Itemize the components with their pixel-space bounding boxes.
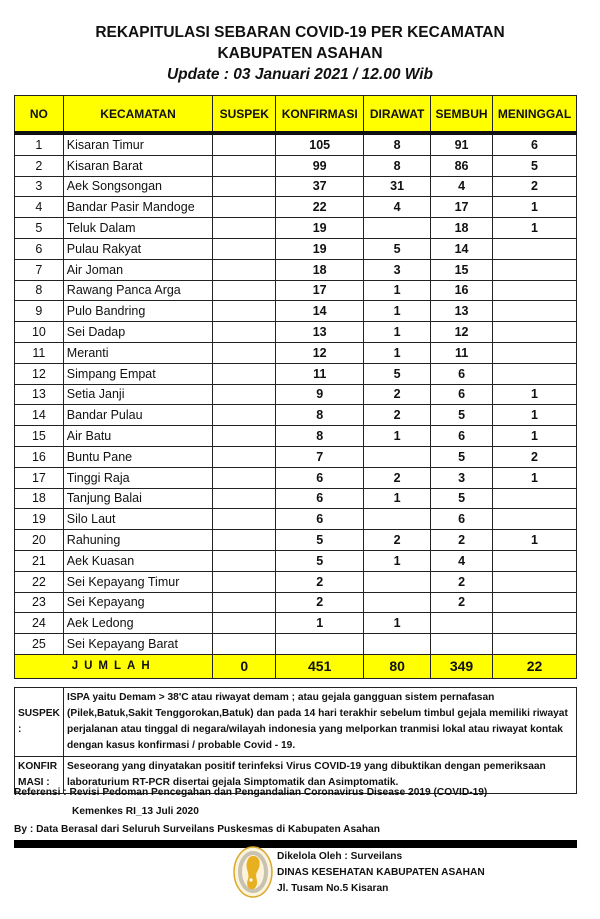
covid-recap-table: [14, 95, 577, 679]
kecamatan-name: Air Joman: [63, 259, 213, 280]
reference-line: Referensi : Revisi Pedoman Pencegahan dan Pengandalian Coronavirus Disease 2019 (COVID-19): [14, 787, 488, 798]
kecamatan-name: Setia Janji: [63, 384, 213, 405]
konfirmasi-count: 17: [276, 280, 364, 301]
table-row: [15, 592, 577, 613]
suspek-count: [213, 384, 276, 405]
table-row: [15, 634, 577, 655]
konfirmasi-count: 11: [276, 363, 364, 384]
konfirmasi-count: 1: [276, 613, 364, 634]
dirawat-count: [364, 509, 431, 530]
sembuh-count: 5: [431, 405, 493, 426]
sembuh-count: 2: [431, 592, 493, 613]
row-number: 24: [15, 613, 64, 634]
sembuh-count: 2: [431, 571, 493, 592]
sembuh-count: 13: [431, 301, 493, 322]
meninggal-count: 1: [493, 467, 577, 488]
dirawat-count: 4: [364, 197, 431, 218]
meninggal-count: 1: [493, 530, 577, 551]
meninggal-count: 1: [493, 197, 577, 218]
kecamatan-name: Simpang Empat: [63, 363, 213, 384]
definition-term: KONFIR MASI :: [15, 757, 64, 794]
managed-by: Dikelola Oleh : Surveilans: [277, 851, 403, 862]
col-header-konfirmasi: KONFIRMASI: [276, 96, 364, 134]
table-row: [15, 301, 577, 322]
suspek-count: [213, 176, 276, 197]
dirawat-count: 1: [364, 301, 431, 322]
konfirmasi-count: 8: [276, 405, 364, 426]
dirawat-count: 2: [364, 405, 431, 426]
table-row: [15, 259, 577, 280]
suspek-count: [213, 342, 276, 363]
table-row: [15, 322, 577, 343]
table-row: [15, 280, 577, 301]
sembuh-count: 3: [431, 467, 493, 488]
suspek-count: [213, 634, 276, 655]
kecamatan-name: Bandar Pulau: [63, 405, 213, 426]
meninggal-count: [493, 280, 577, 301]
dirawat-count: [364, 218, 431, 239]
reference-source: Kemenkes RI_13 Juli 2020: [72, 806, 199, 817]
meninggal-count: 1: [493, 405, 577, 426]
konfirmasi-count: 18: [276, 259, 364, 280]
konfirmasi-count: 14: [276, 301, 364, 322]
row-number: 14: [15, 405, 64, 426]
konfirmasi-count: 12: [276, 342, 364, 363]
kecamatan-name: Aek Songsongan: [63, 176, 213, 197]
total-label: JUMLAH: [15, 654, 213, 678]
dirawat-count: 8: [364, 155, 431, 176]
row-number: 19: [15, 509, 64, 530]
dirawat-count: [364, 592, 431, 613]
page-subtitle: KABUPATEN ASAHAN: [217, 45, 383, 62]
row-number: 9: [15, 301, 64, 322]
sembuh-count: 6: [431, 384, 493, 405]
definition-row-suspek: [15, 688, 577, 757]
dirawat-count: 8: [364, 133, 431, 155]
total-row: [15, 654, 577, 678]
row-number: 16: [15, 446, 64, 467]
table-row: [15, 197, 577, 218]
konfirmasi-count: 6: [276, 488, 364, 509]
table-row: [15, 363, 577, 384]
dirawat-count: 5: [364, 238, 431, 259]
table-row: [15, 176, 577, 197]
kecamatan-name: Pulo Bandring: [63, 301, 213, 322]
kecamatan-name: Silo Laut: [63, 509, 213, 530]
dirawat-count: 3: [364, 259, 431, 280]
meninggal-count: [493, 550, 577, 571]
meninggal-count: 1: [493, 426, 577, 447]
sembuh-count: 5: [431, 488, 493, 509]
total-dirawat: 80: [364, 654, 431, 678]
konfirmasi-count: 2: [276, 592, 364, 613]
sembuh-count: 12: [431, 322, 493, 343]
row-number: 13: [15, 384, 64, 405]
col-header-dirawat: DIRAWAT: [364, 96, 431, 134]
konfirmasi-count: 22: [276, 197, 364, 218]
sembuh-count: 6: [431, 509, 493, 530]
row-number: 23: [15, 592, 64, 613]
dirawat-count: 1: [364, 550, 431, 571]
dirawat-count: 1: [364, 613, 431, 634]
kecamatan-name: Buntu Pane: [63, 446, 213, 467]
total-suspek: 0: [213, 654, 276, 678]
konfirmasi-count: 19: [276, 218, 364, 239]
kecamatan-name: Tanjung Balai: [63, 488, 213, 509]
row-number: 12: [15, 363, 64, 384]
meninggal-count: 2: [493, 176, 577, 197]
row-number: 20: [15, 530, 64, 551]
suspek-count: [213, 322, 276, 343]
table-row: [15, 342, 577, 363]
definition-text: Seseorang yang dinyatakan positif terinfeksi Virus COVID-19 yang dibuktikan dengan pemeriksaan laboraturium RT-PCR disertai gejala Simptomatik dan Asimptomatik.: [64, 757, 577, 794]
meninggal-count: [493, 342, 577, 363]
dirawat-count: 1: [364, 342, 431, 363]
suspek-count: [213, 280, 276, 301]
suspek-count: [213, 426, 276, 447]
meninggal-count: [493, 322, 577, 343]
kecamatan-name: Bandar Pasir Mandoge: [63, 197, 213, 218]
meninggal-count: 1: [493, 384, 577, 405]
suspek-count: [213, 133, 276, 155]
suspek-count: [213, 301, 276, 322]
kecamatan-name: Rawang Panca Arga: [63, 280, 213, 301]
kecamatan-name: Meranti: [63, 342, 213, 363]
meninggal-count: [493, 301, 577, 322]
konfirmasi-count: 5: [276, 530, 364, 551]
kecamatan-name: Tinggi Raja: [63, 467, 213, 488]
table-row: [15, 467, 577, 488]
table-row: [15, 571, 577, 592]
sembuh-count: [431, 613, 493, 634]
konfirmasi-count: 99: [276, 155, 364, 176]
table-row: [15, 488, 577, 509]
table-row: [15, 530, 577, 551]
surveilans-emblem-icon: [233, 846, 273, 898]
dirawat-count: 1: [364, 280, 431, 301]
table-row: [15, 384, 577, 405]
suspek-count: [213, 592, 276, 613]
sembuh-count: 11: [431, 342, 493, 363]
kecamatan-name: Sei Kepayang: [63, 592, 213, 613]
sembuh-count: 6: [431, 363, 493, 384]
page-title: REKAPITULASI SEBARAN COVID-19 PER KECAMATAN: [95, 24, 505, 41]
kecamatan-name: Aek Ledong: [63, 613, 213, 634]
total-konfirmasi: 451: [276, 654, 364, 678]
sembuh-count: 14: [431, 238, 493, 259]
sembuh-count: 91: [431, 133, 493, 155]
kecamatan-name: Sei Kepayang Barat: [63, 634, 213, 655]
suspek-count: [213, 446, 276, 467]
table-row: [15, 238, 577, 259]
row-number: 17: [15, 467, 64, 488]
col-header-sembuh: SEMBUH: [431, 96, 493, 134]
kecamatan-name: Kisaran Timur: [63, 133, 213, 155]
meninggal-count: 6: [493, 133, 577, 155]
konfirmasi-count: 8: [276, 426, 364, 447]
table-row: [15, 613, 577, 634]
dirawat-count: [364, 571, 431, 592]
sembuh-count: 15: [431, 259, 493, 280]
table-row: [15, 133, 577, 155]
meninggal-count: 2: [493, 446, 577, 467]
meninggal-count: 1: [493, 218, 577, 239]
meninggal-count: [493, 363, 577, 384]
konfirmasi-count: 37: [276, 176, 364, 197]
suspek-count: [213, 405, 276, 426]
suspek-count: [213, 197, 276, 218]
col-header-no: NO: [15, 96, 64, 134]
dirawat-count: [364, 446, 431, 467]
dirawat-count: 5: [364, 363, 431, 384]
suspek-count: [213, 238, 276, 259]
col-header-meninggal: MENINGGAL: [493, 96, 577, 134]
dirawat-count: 31: [364, 176, 431, 197]
sembuh-count: 6: [431, 426, 493, 447]
row-number: 22: [15, 571, 64, 592]
row-number: 15: [15, 426, 64, 447]
row-number: 6: [15, 238, 64, 259]
kecamatan-name: Aek Kuasan: [63, 550, 213, 571]
konfirmasi-count: 6: [276, 467, 364, 488]
dirawat-count: 2: [364, 467, 431, 488]
sembuh-count: 18: [431, 218, 493, 239]
table-header-row: [15, 96, 577, 134]
meninggal-count: [493, 613, 577, 634]
sembuh-count: 4: [431, 176, 493, 197]
meninggal-count: [493, 634, 577, 655]
konfirmasi-count: 2: [276, 571, 364, 592]
table-row: [15, 446, 577, 467]
meninggal-count: [493, 488, 577, 509]
data-source-note: By : Data Berasal dari Seluruh Surveilans Puskesmas di Kabupaten Asahan: [14, 824, 380, 835]
row-number: 8: [15, 280, 64, 301]
meninggal-count: [493, 509, 577, 530]
konfirmasi-count: 9: [276, 384, 364, 405]
update-timestamp: Update : 03 Januari 2021 / 12.00 Wib: [166, 66, 434, 83]
col-header-suspek: SUSPEK: [213, 96, 276, 134]
suspek-count: [213, 218, 276, 239]
sembuh-count: 86: [431, 155, 493, 176]
konfirmasi-count: [276, 634, 364, 655]
row-number: 7: [15, 259, 64, 280]
row-number: 3: [15, 176, 64, 197]
sembuh-count: 2: [431, 530, 493, 551]
dirawat-count: 1: [364, 426, 431, 447]
total-sembuh: 349: [431, 654, 493, 678]
suspek-count: [213, 259, 276, 280]
row-number: 21: [15, 550, 64, 571]
meninggal-count: [493, 259, 577, 280]
konfirmasi-count: 13: [276, 322, 364, 343]
suspek-count: [213, 467, 276, 488]
dirawat-count: 2: [364, 384, 431, 405]
kecamatan-name: Air Batu: [63, 426, 213, 447]
sembuh-count: 16: [431, 280, 493, 301]
agency-address: Jl. Tusam No.5 Kisaran: [277, 883, 389, 894]
row-number: 5: [15, 218, 64, 239]
kecamatan-name: Teluk Dalam: [63, 218, 213, 239]
kecamatan-name: Kisaran Barat: [63, 155, 213, 176]
suspek-count: [213, 530, 276, 551]
suspek-count: [213, 488, 276, 509]
meninggal-count: 5: [493, 155, 577, 176]
suspek-count: [213, 155, 276, 176]
row-number: 1: [15, 133, 64, 155]
konfirmasi-count: 7: [276, 446, 364, 467]
dirawat-count: 1: [364, 322, 431, 343]
suspek-count: [213, 363, 276, 384]
dirawat-count: 2: [364, 530, 431, 551]
row-number: 25: [15, 634, 64, 655]
sembuh-count: 5: [431, 446, 493, 467]
row-number: 10: [15, 322, 64, 343]
table-row: [15, 509, 577, 530]
definition-term: SUSPEK :: [15, 688, 64, 757]
sembuh-count: 4: [431, 550, 493, 571]
sembuh-count: 17: [431, 197, 493, 218]
suspek-count: [213, 613, 276, 634]
table-row: [15, 405, 577, 426]
konfirmasi-count: 105: [276, 133, 364, 155]
total-meninggal: 22: [493, 654, 577, 678]
kecamatan-name: Rahuning: [63, 530, 213, 551]
dirawat-count: [364, 634, 431, 655]
konfirmasi-count: 5: [276, 550, 364, 571]
meninggal-count: [493, 571, 577, 592]
row-number: 11: [15, 342, 64, 363]
col-header-kecamatan: KECAMATAN: [63, 96, 213, 134]
table-row: [15, 155, 577, 176]
definition-text: ISPA yaitu Demam > 38'C atau riwayat demam ; atau gejala gangguan sistem pernafasan (Pilek,Batuk,Sakit Tenggorokan,Batuk) dan pada 14 hari terakhir sebelum timbul gejala memiliki riwayat perjalanan atau tinggal di negara/wilayah indonesia yang melporkan tranmisi lokal atau riwayat kontak dengan kasus konfirmasi / probable Covid - 19.: [64, 688, 577, 757]
row-number: 18: [15, 488, 64, 509]
row-number: 4: [15, 197, 64, 218]
table-row: [15, 426, 577, 447]
sembuh-count: [431, 634, 493, 655]
definitions-table: [14, 687, 577, 794]
row-number: 2: [15, 155, 64, 176]
table-row: [15, 218, 577, 239]
suspek-count: [213, 550, 276, 571]
divider-bar: [14, 840, 577, 848]
dirawat-count: 1: [364, 488, 431, 509]
konfirmasi-count: 6: [276, 509, 364, 530]
agency-name: DINAS KESEHATAN KABUPATEN ASAHAN: [277, 867, 485, 878]
suspek-count: [213, 509, 276, 530]
suspek-count: [213, 571, 276, 592]
meninggal-count: [493, 238, 577, 259]
kecamatan-name: Pulau Rakyat: [63, 238, 213, 259]
konfirmasi-count: 19: [276, 238, 364, 259]
kecamatan-name: Sei Kepayang Timur: [63, 571, 213, 592]
meninggal-count: [493, 592, 577, 613]
table-row: [15, 550, 577, 571]
kecamatan-name: Sei Dadap: [63, 322, 213, 343]
